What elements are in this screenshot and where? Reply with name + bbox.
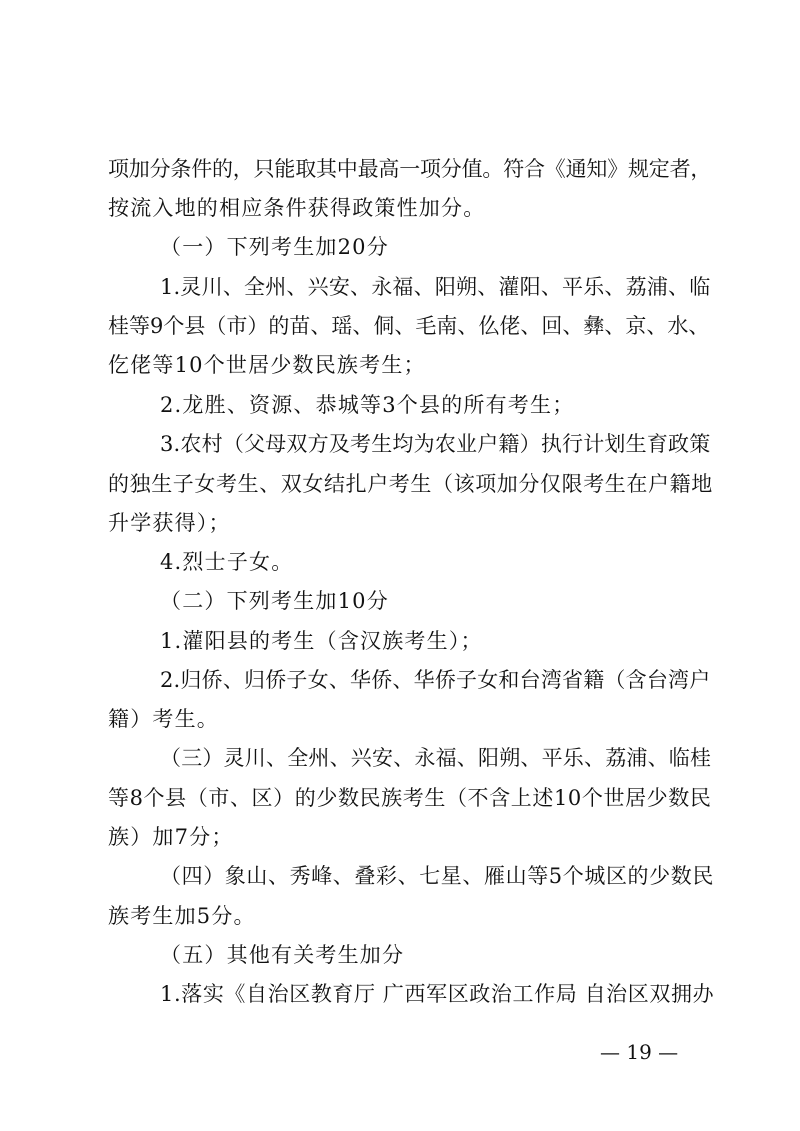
paragraph-line: 1.落实《自治区教育厅 广西军区政治工作局 自治区双拥办 — [160, 982, 715, 1006]
paragraph-line: 1.灵川、全州、兴安、永福、阳朔、灌阳、平乐、荔浦、临 — [160, 275, 711, 299]
paragraph-line: 籍）考生。 — [108, 707, 219, 731]
paragraph-line: 项加分条件的，只能取其中最高一项分值。符合《通知》规定者， — [108, 157, 712, 181]
paragraph-line: 按流入地的相应条件获得政策性加分。 — [108, 196, 486, 220]
paragraph-line: 仡佬等10个世居少数民族考生； — [108, 353, 426, 377]
paragraph-line: 2.龙胜、资源、恭城等3个县的所有考生； — [160, 393, 575, 417]
section-heading-2: （二）下列考生加10分 — [160, 589, 389, 613]
paragraph-line: 族）加7分； — [108, 825, 234, 849]
page-number: — 19 — — [600, 1040, 679, 1064]
paragraph-line: 4.烈士子女。 — [160, 550, 294, 574]
section-heading-1: （一）下列考生加20分 — [160, 235, 389, 259]
section-heading-3: （三）灵川、全州、兴安、永福、阳朔、平乐、荔浦、临桂 — [160, 746, 712, 770]
paragraph-line: 族考生加5分。 — [108, 904, 256, 928]
paragraph-line: 的独生子女考生、双女结扎户考生（该项加分仅限考生在户籍地 — [108, 472, 713, 496]
section-heading-5: （五）其他有关考生加分 — [160, 943, 405, 967]
paragraph-line: 3.农村（父母双方及考生均为农业户籍）执行计划生育政策 — [160, 432, 711, 456]
paragraph-line: 1.灌阳县的考生（含汉族考生）； — [160, 629, 483, 653]
paragraph-line: 升学获得）； — [108, 511, 231, 535]
paragraph-line: 等8个县（市、区）的少数民族考生（不含上述10个世居少数民 — [108, 786, 712, 810]
section-heading-4: （四）象山、秀峰、叠彩、七星、雁山等5个城区的少数民 — [160, 864, 714, 888]
paragraph-line: 桂等9个县（市）的苗、瑶、侗、毛南、仫佬、回、彝、京、水、 — [108, 314, 710, 338]
paragraph-line: 2.归侨、归侨子女、华侨、华侨子女和台湾省籍（含台湾户 — [160, 668, 711, 692]
